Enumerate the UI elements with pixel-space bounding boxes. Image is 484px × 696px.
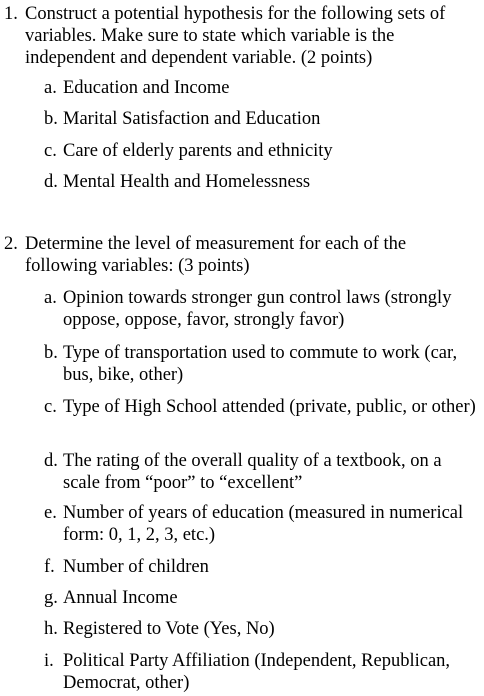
- item-text: Type of transportation used to commute to work (car, bus, bike, other): [63, 343, 458, 385]
- question-text: Determine the level of measurement for each of the following variables: (3 points): [25, 234, 407, 276]
- item-letter: d.: [44, 172, 58, 192]
- question-1-item-d: [44, 171, 482, 193]
- question-1-item-b: [44, 108, 482, 130]
- question-2-item-d: [44, 450, 482, 494]
- item-letter: e.: [44, 503, 57, 523]
- question-2-item-h: [44, 618, 482, 640]
- item-text: Education and Income: [63, 78, 230, 98]
- item-text: Registered to Vote (Yes, No): [63, 619, 275, 639]
- item-text: Number of years of education (measured in numerical form: 0, 1, 2, 3, etc.): [63, 503, 464, 545]
- question-2-item-b: [44, 342, 482, 386]
- item-letter: c.: [44, 141, 57, 161]
- item-letter: a.: [44, 78, 57, 98]
- question-number: 1.: [4, 4, 18, 24]
- item-text: The rating of the overall quality of a textbook, on a scale from “poor” to “excellent”: [63, 451, 442, 493]
- item-letter: a.: [44, 288, 57, 308]
- item-text: Care of elderly parents and ethnicity: [63, 141, 333, 161]
- question-text: Construct a potential hypothesis for the following sets of variables. Make sure to state which variable is the independent and dependent variable. (2 points): [25, 4, 446, 68]
- question-2-item-f: [44, 556, 482, 578]
- item-text: Marital Satisfaction and Education: [63, 109, 321, 129]
- question-2-prompt: [4, 233, 480, 277]
- item-letter: d.: [44, 451, 58, 471]
- question-2-item-g: [44, 587, 482, 609]
- item-letter: b.: [44, 109, 58, 129]
- question-2: [4, 233, 480, 277]
- question-number: 2.: [4, 234, 18, 254]
- item-letter: i.: [44, 651, 54, 671]
- question-1-item-c: [44, 140, 482, 162]
- question-2-item-a: [44, 287, 482, 331]
- item-text: Political Party Affiliation (Independent, Republican, Democrat, other): [63, 651, 451, 693]
- question-2-item-c: [44, 396, 482, 418]
- item-text: Type of High School attended (private, public, or other): [63, 397, 476, 417]
- item-letter: f.: [44, 557, 55, 577]
- question-2-item-e: [44, 502, 482, 546]
- item-letter: b.: [44, 343, 58, 363]
- question-2-item-i: [44, 650, 482, 694]
- question-1-item-a: [44, 77, 482, 99]
- item-text: Opinion towards stronger gun control laws (strongly oppose, oppose, favor, strongly favor): [63, 288, 452, 330]
- item-letter: h.: [44, 619, 58, 639]
- item-letter: c.: [44, 397, 57, 417]
- item-text: Mental Health and Homelessness: [63, 172, 311, 192]
- question-1-prompt: [4, 3, 480, 69]
- item-letter: g.: [44, 588, 58, 608]
- item-text: Annual Income: [63, 588, 178, 608]
- question-1: [4, 3, 480, 69]
- item-text: Number of children: [63, 557, 209, 577]
